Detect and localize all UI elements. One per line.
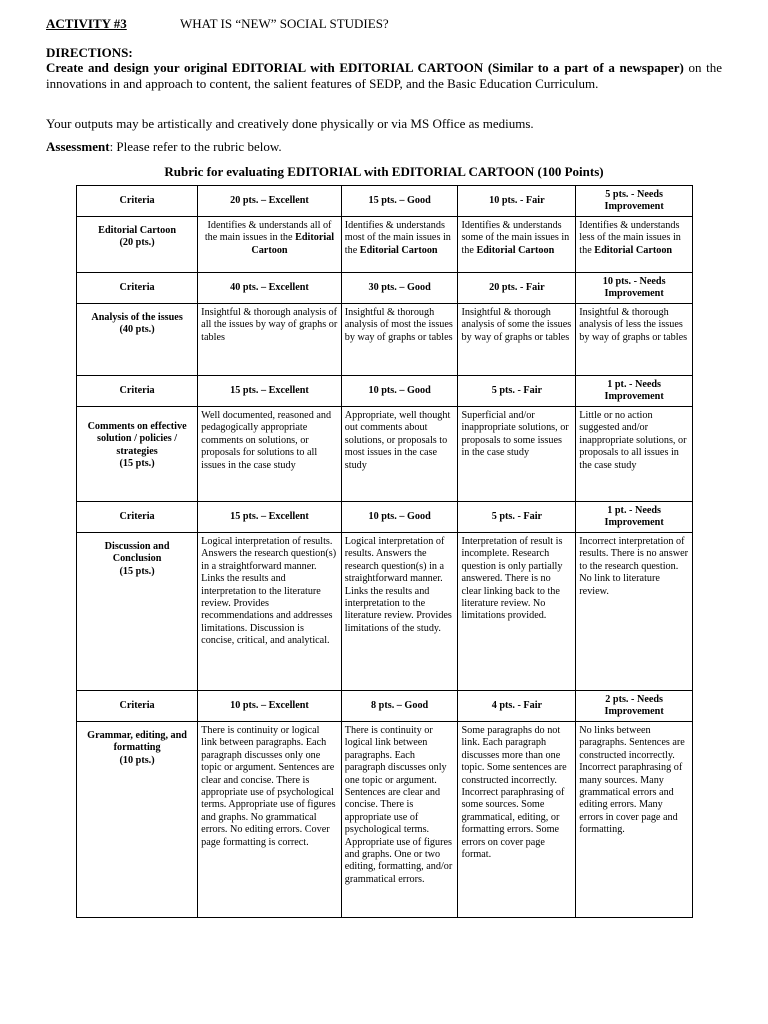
header-excellent: 10 pts. – Excellent (198, 691, 342, 722)
criterion-points: (40 pts.) (119, 324, 155, 336)
header-excellent: 15 pts. – Excellent (198, 502, 342, 533)
header-needs-improvement: 5 pts. - Needs Improvement (576, 186, 693, 217)
criterion-cell (77, 407, 198, 502)
cell-text: Identifies & understands most of the main issues in the (344, 220, 451, 256)
assessment-label: Assessment (46, 139, 110, 154)
header-needs-improvement: 1 pt. - Needs Improvement (576, 376, 693, 407)
rubric-header-row (77, 502, 693, 533)
outputs-note: Your outputs may be artistically and creatively done physically or via MS Office as mediums. (46, 116, 534, 131)
fair-cell (458, 217, 576, 273)
good-cell (341, 217, 458, 273)
directions-heading: DIRECTIONS: (46, 45, 133, 60)
rubric-row (77, 722, 693, 918)
assessment-note (46, 139, 282, 155)
good-cell: Logical interpretation of results. Answers the research question(s) in a straightforward manner. Links the results and interpretation to the literature review. Provides limitations of the study. (341, 533, 458, 691)
directions-text (46, 60, 722, 92)
cell-text: Identifies & understands some of the main issues in the (461, 220, 570, 256)
rubric-header-row (77, 186, 693, 217)
criterion-cell (77, 304, 198, 376)
good-cell: There is continuity or logical link between paragraphs. Each paragraph discusses only one topic or argument. Sentences are clear and concise. There is appropriate use of psychological terms. Appropriate use of figures and graphs. One or two editing, formatting, and/or grammatical errors. (341, 722, 458, 918)
rubric-row (77, 533, 693, 691)
excellent-cell: Well documented, reasoned and pedagogically appropriate comments on solutions, or proposals for solutions to all issues in the case study (198, 407, 342, 502)
rubric-row (77, 217, 693, 273)
header-needs-improvement: 10 pts. - Needs Improvement (576, 273, 693, 304)
good-cell: Insightful & thorough analysis of most the issues by way of graphs or tables (341, 304, 458, 376)
cell-bold-text: Editorial Cartoon (251, 232, 335, 256)
header-criteria: Criteria (77, 376, 198, 407)
header-excellent: 20 pts. – Excellent (198, 186, 342, 217)
directions-rest-text: on the innovations in and approach to content, the salient features of SEDP, and the Basic Education Curriculum. (46, 60, 722, 91)
criterion-cell (77, 722, 198, 918)
criterion-name: Comments on effective solution / policies / strategies (87, 421, 187, 457)
good-cell: Appropriate, well thought out comments about solutions, or proposals to most issues in the case study (341, 407, 458, 502)
header-criteria: Criteria (77, 186, 198, 217)
header-fair: 10 pts. - Fair (458, 186, 576, 217)
assessment-text: : Please refer to the rubric below. (109, 139, 282, 154)
directions-bold-text: Create and design your original EDITORIAL with EDITORIAL CARTOON (Similar to a part of a newspaper) (46, 60, 684, 75)
needs-improvement-cell: Incorrect interpretation of results. There is no answer to the research question. No link to literature review. (576, 533, 693, 691)
criterion-name: Editorial Cartoon (98, 225, 176, 236)
fair-cell: Interpretation of result is incomplete. Research question is only partially answered. There is no clear linking back to the literature review. No limitations provided. (458, 533, 576, 691)
header-good: 30 pts. – Good (341, 273, 458, 304)
rubric-row (77, 407, 693, 502)
cell-bold-text: Editorial Cartoon (359, 244, 438, 256)
header-criteria: Criteria (77, 273, 198, 304)
activity-number: ACTIVITY #3 (46, 16, 127, 31)
cell-bold-text: Editorial Cartoon (476, 244, 555, 256)
header-excellent: 40 pts. – Excellent (198, 273, 342, 304)
needs-improvement-cell: No links between paragraphs. Sentences are constructed incorrectly. Incorrect paraphrasing of many sources. Many grammatical errors and editing errors. Many errors in cover page and formatting. (576, 722, 693, 918)
criterion-name: Grammar, editing, and formatting (87, 730, 187, 754)
rubric-header-row (77, 376, 693, 407)
excellent-cell: Logical interpretation of results. Answers the research question(s) in a straightforward manner. Links the results and interpretation to the literature review. Provides recommendations and addresses limitations. Discussion is concise, critical, and analytical. (198, 533, 342, 691)
rubric-header-row (77, 273, 693, 304)
excellent-cell (198, 217, 342, 273)
header-needs-improvement: 1 pt. - Needs Improvement (576, 502, 693, 533)
header-good: 15 pts. – Good (341, 186, 458, 217)
needs-improvement-cell: Insightful & thorough analysis of less the issues by way of graphs or tables (576, 304, 693, 376)
criterion-name: Discussion and Conclusion (104, 541, 170, 565)
header-criteria: Criteria (77, 502, 198, 533)
excellent-cell: There is continuity or logical link between paragraphs. Each paragraph discusses only one topic or argument. Sentences are clear and concise. There is appropriate use of psychological terms. Appropriate use of figures and graphs. No grammatical errors. No editing errors. Cover page formatting is correct. (198, 722, 342, 918)
cell-text: Identifies & understands less of the main issues in the (579, 220, 681, 256)
header-fair: 20 pts. - Fair (458, 273, 576, 304)
rubric-header-row (77, 691, 693, 722)
criterion-cell (77, 533, 198, 691)
header-fair: 4 pts. - Fair (458, 691, 576, 722)
cell-text: Identifies & understands all of the main issues in the (204, 220, 332, 244)
rubric-table (76, 185, 693, 918)
header-excellent: 15 pts. – Excellent (198, 376, 342, 407)
rubric-title: Rubric for evaluating EDITORIAL with EDITORIAL CARTOON (100 Points) (164, 164, 604, 179)
cell-bold-text: Editorial Cartoon (594, 244, 673, 256)
fair-cell: Superficial and/or inappropriate solutions, or proposals to some issues in the case study (458, 407, 576, 502)
criterion-points: (20 pts.) (119, 237, 155, 249)
criterion-points: (10 pts.) (119, 754, 155, 766)
criterion-name: Analysis of the issues (91, 312, 183, 323)
criterion-cell (77, 217, 198, 273)
criterion-points: (15 pts.) (119, 458, 155, 470)
header-good: 10 pts. – Good (341, 376, 458, 407)
activity-header (46, 16, 389, 32)
header-fair: 5 pts. - Fair (458, 502, 576, 533)
header-criteria: Criteria (77, 691, 198, 722)
fair-cell: Insightful & thorough analysis of some the issues by way of graphs or tables (458, 304, 576, 376)
header-good: 10 pts. – Good (341, 502, 458, 533)
header-good: 8 pts. – Good (341, 691, 458, 722)
rubric-row (77, 304, 693, 376)
excellent-cell: Insightful & thorough analysis of all the issues by way of graphs or tables (198, 304, 342, 376)
header-fair: 5 pts. - Fair (458, 376, 576, 407)
header-needs-improvement: 2 pts. - Needs Improvement (576, 691, 693, 722)
criterion-points: (15 pts.) (119, 565, 155, 577)
needs-improvement-cell (576, 217, 693, 273)
fair-cell: Some paragraphs do not link. Each paragraph discusses more than one topic. Some sentences are constructed incorrectly. Incorrect paraphrasing of some sources. Some grammatical, editing, or formatting errors. Some errors on cover page format. (458, 722, 576, 918)
activity-topic: WHAT IS “NEW” SOCIAL STUDIES? (180, 16, 389, 31)
needs-improvement-cell: Little or no action suggested and/or inappropriate solutions, or proposals to all issues in the case study (576, 407, 693, 502)
